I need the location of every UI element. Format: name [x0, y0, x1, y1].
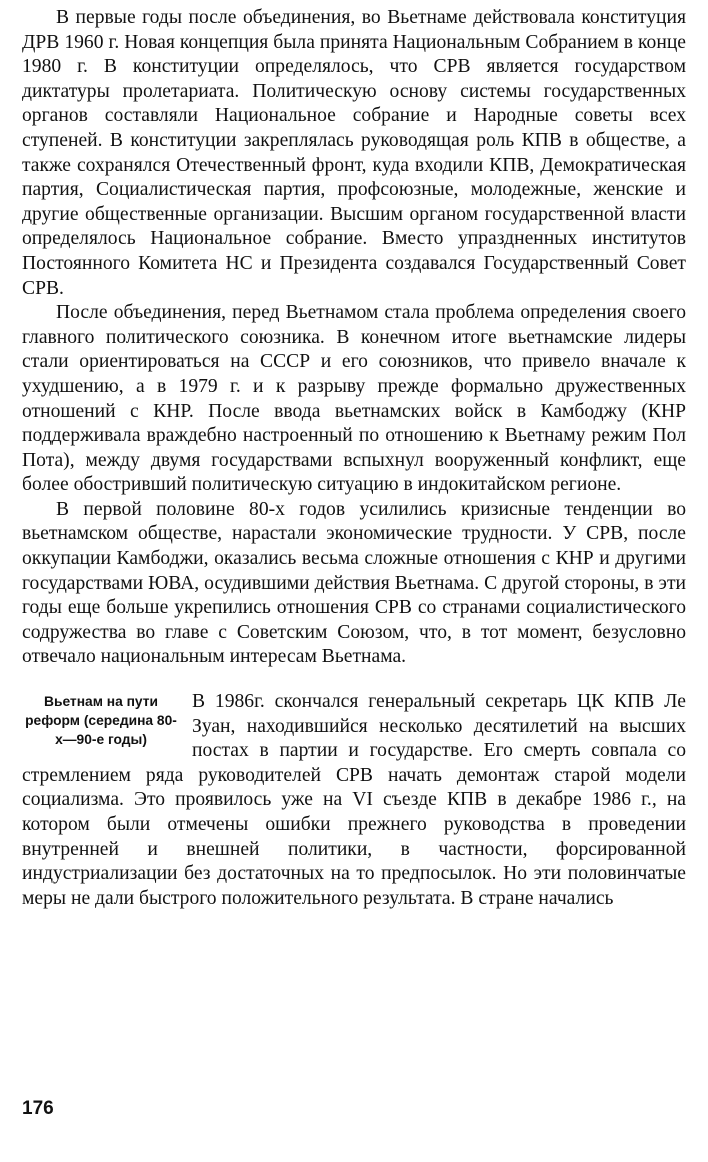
- page-body: [22, 6, 686, 911]
- paragraph-3: В первой половине 80-х годов усилились кризисные тенденции во вьетнамском обществе, нарастали экономические трудности. У СРВ, после оккупации Камбоджи, оказались весьма сложные отношения с КНР и другими государствами ЮВА, осудившими действия Вьетнама. С другой стороны, в эти годы еще больше укрепились отношения СРВ со странами социалистического содружества во главе с Советским Союзом, что, в тот момент, безусловно отвечало национальным интересам Вьетнама.: [22, 498, 686, 668]
- paragraph-2: После объединения, перед Вьетнамом стала проблема определения своего главного политического союзника. В конечном итоге вьетнамские лидеры стали ориентироваться на СССР и его союзников, что привело вначале к ухудшению, а в 1979 г. и к разрыву прежде формально дружественных отношений с КНР. После ввода вьетнамских войск в Камбоджу (КНР поддерживала враждебно настроенный по отношению к Вьетнаму режим Пол Пота), между двумя государствами вспыхнул вооруженный конфликт, еще более обостривший политическую ситуацию в индокитайском регионе.: [22, 302, 686, 496]
- paragraph-1: В первые годы после объединения, во Вьетнаме действовала конституция ДРВ 1960 г. Новая концепция была принята Национальным Собранием в конце 1980 г. В конституции определялось, что СРВ является государством диктатуры пролетариата. Политическую основу системы государственных органов составляли Национальное собрание и Народные советы всех ступеней. В конституции закреплялась руководящая роль КПВ в обществе, а также сохранялся Отечественный фронт, куда входили КПВ, Демократическая партия, Социалистическая партия, профсоюзные, молодежные, женские и другие общественные организации. Высшим органом государственной власти определялось Национальное собрание. Вместо упраздненных институтов Постоянного Комитета НС и Президента создавался Государственный Совет СРВ.: [22, 7, 686, 299]
- section-paragraph: В 1986г. скончался генеральный секретарь ЦК КПВ Ле Зуан, находившийся несколько десятилетий на высших постах в партии и государстве. Его смерть совпала со стремлением ряда руководителей СРВ начать демонтаж старой модели социализма. Это проявилось уже на VI съезде КПВ в декабре 1986 г., на котором были отмечены ошибки прежнего руководства в проведении внутренней и внешней политики, в частности, форсированной индустриализации без достаточных на то предпосылок. Но эти половинчатые меры не дали быстрого положительного результата. В стране начались: [22, 691, 686, 909]
- margin-heading: Вьетнам на пути реформ (середина 80-х—90-е годы): [25, 694, 177, 748]
- page-number: 176: [22, 1098, 54, 1119]
- section-reforms: [22, 690, 686, 911]
